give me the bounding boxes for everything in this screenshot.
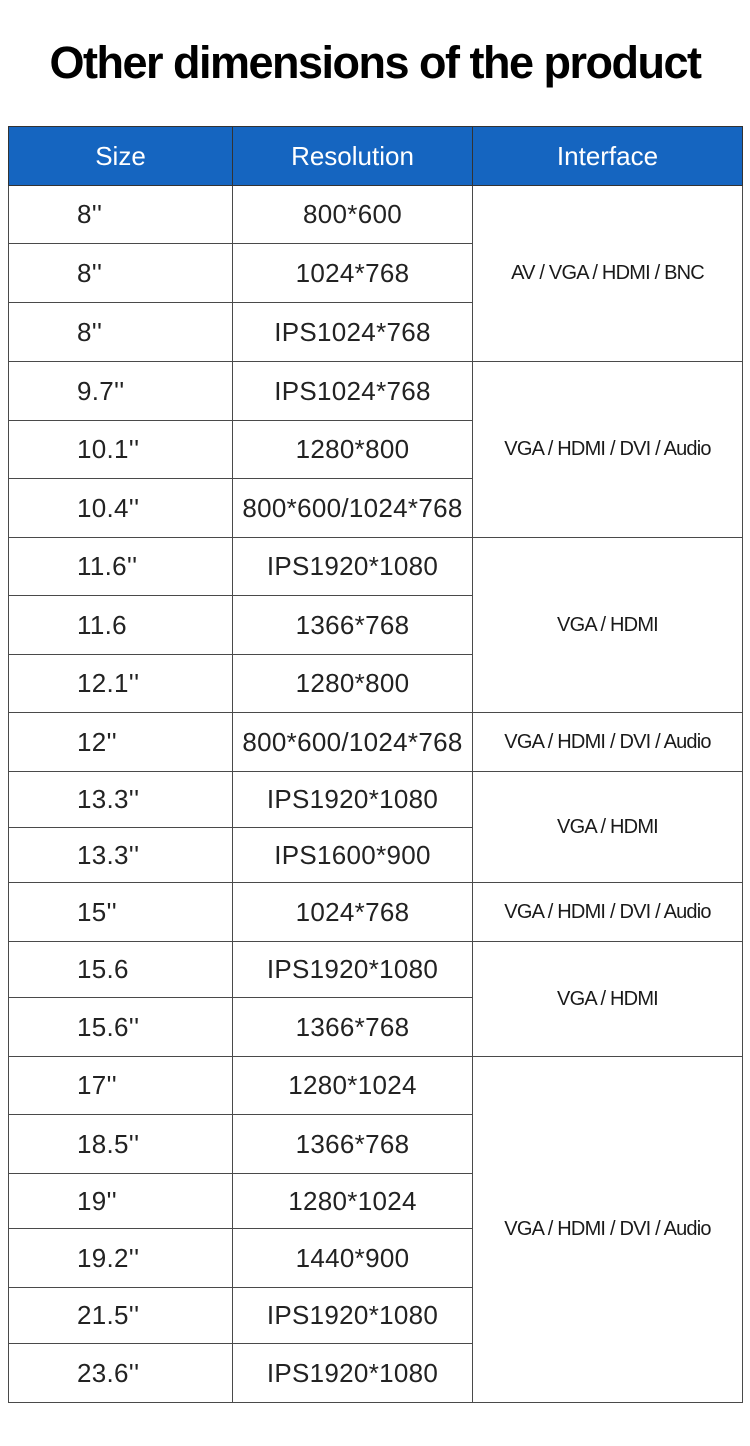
table-row [9, 538, 743, 596]
resolution-cell: IPS1920*1080 [233, 772, 473, 828]
size-cell: 18.5'' [9, 1115, 233, 1174]
resolution-cell: 1440*900 [233, 1229, 473, 1288]
page-title: Other dimensions of the product [49, 37, 701, 88]
size-cell: 13.3'' [9, 772, 233, 828]
table-row [9, 883, 743, 942]
size-cell: 10.4'' [9, 479, 233, 538]
resolution-cell: IPS1024*768 [233, 303, 473, 362]
interface-cell: VGA / HDMI [473, 772, 743, 883]
table-row [9, 772, 743, 828]
size-cell: 11.6'' [9, 538, 233, 596]
table-row [9, 1057, 743, 1115]
interface-cell: VGA / HDMI [473, 538, 743, 713]
size-cell: 10.1'' [9, 421, 233, 479]
size-cell: 12.1'' [9, 655, 233, 713]
interface-cell: VGA / HDMI / DVI / Audio [473, 713, 743, 772]
resolution-column-header: Resolution [233, 127, 473, 186]
resolution-cell: 1366*768 [233, 1115, 473, 1174]
size-cell: 15'' [9, 883, 233, 942]
resolution-cell: 800*600/1024*768 [233, 479, 473, 538]
size-cell: 9.7'' [9, 362, 233, 421]
size-cell: 17'' [9, 1057, 233, 1115]
table-body [9, 186, 743, 1403]
size-cell: 11.6 [9, 596, 233, 655]
table-row [9, 186, 743, 244]
resolution-cell: 1366*768 [233, 596, 473, 655]
resolution-cell: IPS1920*1080 [233, 538, 473, 596]
size-cell: 8'' [9, 244, 233, 303]
resolution-cell: 800*600/1024*768 [233, 713, 473, 772]
resolution-cell: IPS1920*1080 [233, 942, 473, 998]
resolution-cell: IPS1600*900 [233, 828, 473, 883]
size-column-header: Size [9, 127, 233, 186]
table-header-row [9, 127, 743, 186]
size-cell: 21.5'' [9, 1288, 233, 1344]
size-cell: 19.2'' [9, 1229, 233, 1288]
size-cell: 12'' [9, 713, 233, 772]
size-cell: 19'' [9, 1174, 233, 1229]
interface-cell: VGA / HDMI / DVI / Audio [473, 1057, 743, 1403]
size-cell: 15.6 [9, 942, 233, 998]
size-cell: 23.6'' [9, 1344, 233, 1403]
size-cell: 8'' [9, 186, 233, 244]
table-row [9, 713, 743, 772]
interface-cell: VGA / HDMI [473, 942, 743, 1057]
size-cell: 8'' [9, 303, 233, 362]
resolution-cell: IPS1920*1080 [233, 1288, 473, 1344]
resolution-cell: 800*600 [233, 186, 473, 244]
size-cell: 15.6'' [9, 998, 233, 1057]
resolution-cell: 1280*1024 [233, 1057, 473, 1115]
resolution-cell: 1024*768 [233, 883, 473, 942]
interface-cell: AV / VGA / HDMI / BNC [473, 186, 743, 362]
resolution-cell: IPS1024*768 [233, 362, 473, 421]
resolution-cell: IPS1920*1080 [233, 1344, 473, 1403]
resolution-cell: 1280*1024 [233, 1174, 473, 1229]
interface-cell: VGA / HDMI / DVI / Audio [473, 362, 743, 538]
resolution-cell: 1280*800 [233, 655, 473, 713]
resolution-cell: 1366*768 [233, 998, 473, 1057]
resolution-cell: 1280*800 [233, 421, 473, 479]
table-row [9, 942, 743, 998]
product-dimensions-table [8, 126, 743, 1403]
table-row [9, 362, 743, 421]
resolution-cell: 1024*768 [233, 244, 473, 303]
interface-column-header: Interface [473, 127, 743, 186]
size-cell: 13.3'' [9, 828, 233, 883]
interface-cell: VGA / HDMI / DVI / Audio [473, 883, 743, 942]
